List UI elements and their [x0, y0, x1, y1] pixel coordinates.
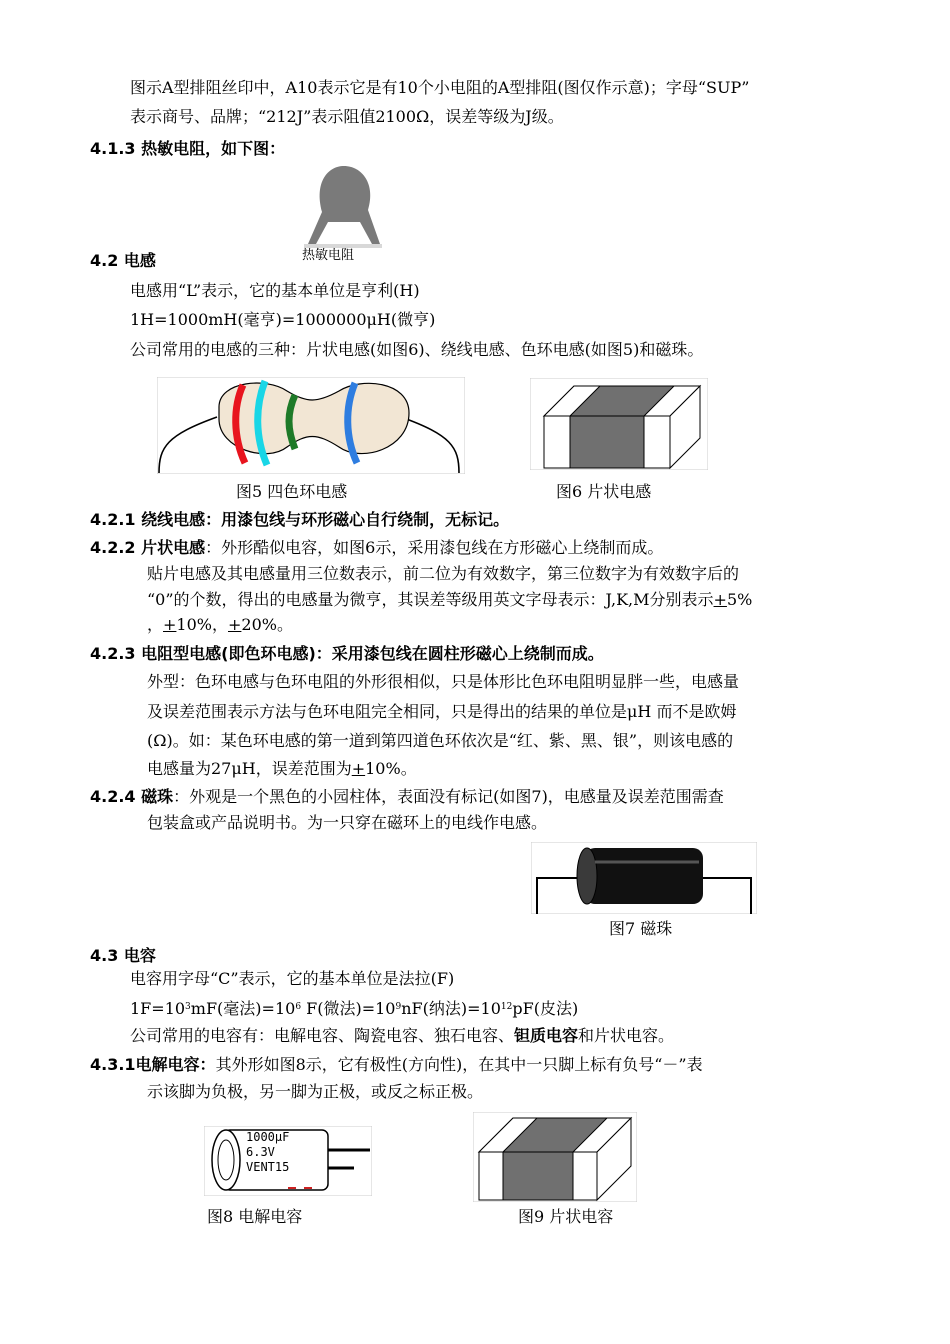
s43-line-3: 公司常用的电容有：电解电容、陶瓷电容、独石电容、钽质电容和片状电容。 [130, 1026, 675, 1045]
heading-4-3: 4.3 电容 [90, 946, 156, 965]
s422-line-4: ，+10%，+20%。 [147, 615, 293, 634]
s42-line-1: 电感用“L”表示，它的基本单位是亨利(H) [130, 281, 420, 300]
s422-line-3: “0”的个数，得出的电感量为微亨，其误差等级用英文字母表示：J,K,M分别表示+5% [147, 590, 753, 609]
heading-4-1-3: 4.1.3 热敏电阻，如下图： [90, 139, 286, 158]
heading-4-2-1: 4.2.1 绕线电感：用漆包线与环形磁心自行绕制，无标记。 [90, 510, 510, 529]
figure-9-caption: 图9 片状电容 [518, 1207, 614, 1226]
thermistor-figure [300, 162, 388, 266]
color-ring-inductor-image [157, 377, 465, 474]
s43-line-1: 电容用字母“C”表示，它的基本单位是法拉(F) [130, 969, 455, 988]
s42-line-3: 公司常用的电感的三种：片状电感(如图6)、绕线电感、色环电感(如图5)和磁珠。 [130, 340, 704, 359]
figure-7-caption: 图7 磁珠 [609, 919, 673, 938]
chip-inductor-figure [530, 378, 708, 470]
s431-line-2: 示该脚为负极，另一脚为正极，或反之标正极。 [147, 1082, 484, 1101]
capacitor-label-1: 1000μF [246, 1130, 290, 1144]
intro-line-1: 图示A型排阻丝印中，A10表示它是有10个小电阻的A型排阻(图仅作示意)；字母“SUP” [130, 78, 750, 97]
s422-text-1: ：外形酷似电容，如图6示，采用漆包线在方形磁心上绕制而成。 [205, 538, 664, 557]
s422-line-2: 贴片电感及其电感量用三位数表示，前二位为有效数字，第三位数字为有效数字后的 [147, 564, 740, 583]
heading-4-2-3: 4.2.3 电阻型电感(即色环电感)：采用漆包线在圆柱形磁心上绕制而成。 [90, 644, 604, 663]
chip-capacitor-figure [473, 1112, 637, 1202]
s424-line-2: 包装盒或产品说明书。为一只穿在磁环上的电线作电感。 [147, 813, 548, 832]
s423-line-1: 外型：色环电感与色环电阻的外形很相似，只是体形比色环电阻明显胖一些，电感量 [147, 672, 740, 691]
s422-line-1 [90, 537, 663, 559]
s423-line-2: 及误差范围表示方法与色环电阻完全相同，只是得出的结果的单位是μH 而不是欧姆 [147, 702, 737, 721]
capacitor-label-3: VENT15 [246, 1160, 290, 1174]
capacitor-label-2: 6.3V [246, 1145, 275, 1159]
s43-line-2: $1F=10^3mF$(毫法)$=10^6$ F(微法)$=10^9nF$(纳法)$=10^{12}pF$(皮法) [130, 999, 579, 1018]
s42-line-2: 1H=1000mH(毫亨)=1000000μH(微亨) [130, 310, 436, 329]
chip-inductor-image [530, 378, 708, 470]
figure-6-caption: 图6 片状电感 [556, 482, 652, 501]
s423-line-4: 电感量为27μH，误差范围为+10%。 [147, 759, 417, 778]
ferrite-bead-figure [531, 842, 757, 914]
s424-label: 4.2.4 磁珠 [90, 787, 174, 806]
heading-4-2: 4.2 电感 [90, 251, 156, 270]
figure-8-caption: 图8 电解电容 [207, 1207, 303, 1226]
s423-line-3: (Ω)。如：某色环电感的第一道到第四道色环依次是“红、紫、黑、银”，则该电感的 [147, 731, 734, 750]
s424-text-1: ：外观是一个黑色的小园柱体，表面没有标记(如图7)，电感量及误差范围需查 [173, 787, 724, 806]
s431-text-1: 其外形如图8示，它有极性(方向性)，在其中一只脚上标有负号“－”表 [215, 1055, 703, 1074]
s422-label: 4.2.2 片状电感 [90, 538, 206, 557]
s424-line-1 [90, 786, 724, 808]
figure-5-caption: 图5 四色环电感 [236, 482, 348, 501]
s431-line-1 [90, 1054, 703, 1076]
thermistor-label: 热敏电阻 [302, 248, 355, 263]
s431-label: 4.3.1电解电容： [90, 1055, 216, 1074]
color-ring-inductor-figure [157, 377, 465, 474]
ferrite-bead-image [531, 842, 757, 914]
chip-capacitor-image [473, 1112, 637, 1202]
electrolytic-capacitor-figure [204, 1126, 372, 1196]
intro-line-2: 表示商号、品牌；“212J”表示阻值2100Ω，误差等级为J级。 [130, 107, 564, 126]
